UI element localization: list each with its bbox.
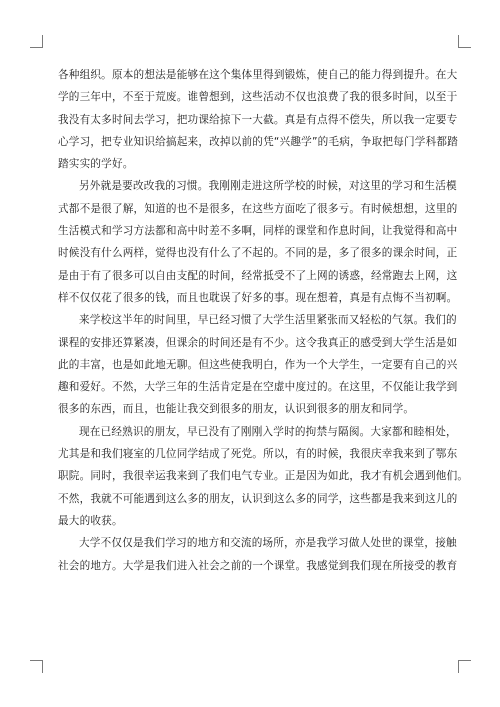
text-line: 另外就是要改改我的习惯。我刚刚走进这所学校的时候，对这里的学习和生活模 bbox=[79, 180, 457, 193]
text-line: 式都不是很了解，知道的也不是很多，在这些方面吃了很多亏。有时候想想，这里的 bbox=[58, 202, 458, 215]
text-line: 各种组织。原本的想法是能够在这个集体里得到锻炼，使自己的能力得到提升。在大 bbox=[58, 69, 458, 81]
text-line: 我没有太多时间去学习，把功课给掠下一大截。真是有点得不偿失，所以我一定要专 bbox=[58, 113, 458, 126]
text-line: 是由于有了很多可以自由支配的时间，经常抵受不了上网的诱惑，经常跑去上网，这 bbox=[58, 269, 458, 282]
text-line: 大学不仅仅是我们学习的地方和交流的场所，亦是我学习做人处世的课堂，接触 bbox=[79, 537, 457, 550]
text-line: 职院。同时，我很幸运我来到了我们电气专业。正是因为如此，我才有机会遇到他们。 bbox=[58, 470, 469, 483]
document-body bbox=[58, 64, 469, 577]
crop-mark-top-right bbox=[458, 35, 471, 48]
text-line: 生活模式和学习方法都和高中时差不多啊，同样的课堂和作息时间，让我觉得和高中 bbox=[58, 225, 458, 238]
crop-mark-bottom-right bbox=[458, 660, 471, 673]
text-line: 来学校这半年的时间里，早已经习惯了大学生活里紧张而又轻松的气氛。我们的 bbox=[79, 314, 457, 327]
text-line: 学的三年中，不至于荒废。谁曾想到，这些活动不仅也浪费了我的很多时间，以至于 bbox=[58, 91, 458, 104]
crop-mark-top-left bbox=[30, 35, 43, 48]
paragraph-4 bbox=[58, 421, 469, 532]
text-line: 社会的地方。大学是我们进入社会之前的一个课堂。我感觉到我们现在所接受的教育 bbox=[58, 559, 458, 572]
text-line: 最大的收获。 bbox=[58, 514, 123, 527]
paragraph-3 bbox=[58, 309, 458, 420]
text-line: 踏实实的学好。 bbox=[58, 158, 134, 171]
text-line: 尤其是和我们寝室的几位同学结成了死党。所以，有的时候，我很庆幸我来到了鄂东 bbox=[58, 448, 458, 461]
text-line: 此的丰富，也是如此地无聊。但这些使我明白，作为一个大学生，一定要有自己的兴 bbox=[58, 358, 458, 371]
paragraph-2 bbox=[58, 175, 458, 309]
text-line: 很多的东西，而且，也能让我交到很多的朋友，认识到很多的朋友和同学。 bbox=[58, 403, 415, 416]
crop-mark-bottom-left bbox=[30, 660, 43, 673]
paragraph-1 bbox=[58, 64, 458, 175]
text-line: 心学习，把专业知识给搞起来，改掉以前的凭“兴趣学”的毛病，争取把每门学科都踏 bbox=[58, 135, 458, 148]
text-line: 不然，我就不可能遇到这么多的朋友，认识到这么多的同学，这些都是我来到这儿的 bbox=[58, 492, 458, 505]
text-line: 样不仅仅花了很多的钱，而且也耽误了好多的事。现在想着，真是有点悔不当初啊。 bbox=[58, 291, 458, 304]
text-line: 现在已经熟识的朋友，早已没有了刚刚入学时的拘禁与隔阂。大家都和睦相处， bbox=[79, 425, 457, 438]
paragraph-5 bbox=[58, 532, 458, 577]
text-line: 时候没有什么两样，觉得也没有什么了不起的。不同的是，多了很多的课余时间，正 bbox=[58, 247, 458, 260]
text-line: 课程的安排还算紧凑，但课余的时间还是有不少。这令我真正的感受到大学生活是如 bbox=[58, 336, 458, 349]
text-line: 趣和爱好。不然，大学三年的生活肯定是在空虚中度过的。在这里，不仅能让我学到 bbox=[58, 381, 458, 394]
